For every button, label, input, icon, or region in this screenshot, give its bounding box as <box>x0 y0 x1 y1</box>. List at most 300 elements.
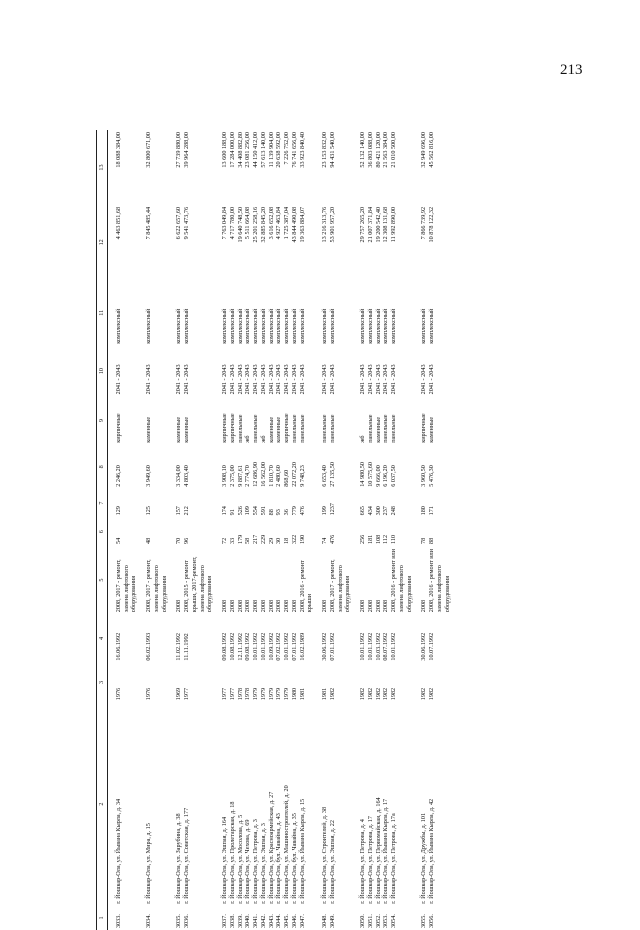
table-cell: 2008 <box>236 599 244 613</box>
table-cell: 21 010 500,00 <box>390 132 397 168</box>
table-cell: каменные <box>175 416 183 443</box>
table-cell: 1982 <box>390 687 397 701</box>
table-cell: 199 <box>321 506 328 516</box>
table-cell: комплексный <box>252 308 259 344</box>
table-cell: 2008 <box>252 599 259 613</box>
table-cell: 10.01.1992 <box>390 632 397 661</box>
spacer-cell <box>214 130 221 930</box>
column-header: 2 <box>97 702 108 906</box>
table-cell: г. Йошкар-Ола, ул. Петрова, д. 3 <box>252 819 259 904</box>
table-cell: 7 226 752,00 <box>283 132 290 165</box>
table-cell: 14 980,50 <box>359 462 366 487</box>
table-cell: 2041 - 2043 <box>420 364 428 395</box>
table-cell: 2041 - 2043 <box>359 364 366 395</box>
table-cell: 3050. <box>359 914 366 928</box>
table-cell: 12 686,90 <box>252 462 259 487</box>
table-cell: 109 <box>244 506 252 516</box>
spacer-cell <box>352 130 359 930</box>
table-cell: комплексный <box>420 308 428 344</box>
table-cell: 96 <box>183 537 190 544</box>
table-cell: панельные <box>382 414 390 443</box>
table-cell: 1977 <box>221 687 228 701</box>
table-cell: 11.02.1992 <box>175 633 183 661</box>
table-cell: 2008 <box>321 599 328 613</box>
table-cell: 1 725 387,04 <box>283 206 290 240</box>
table-cell: 11 139 904,00 <box>267 132 275 168</box>
table-cell: 2008 <box>244 599 252 613</box>
table-cell: комплексный <box>366 308 374 344</box>
table-cell: 3043. <box>267 914 275 928</box>
table-cell: комплексный <box>390 308 397 344</box>
table-row <box>260 130 268 930</box>
register-table-rotated <box>96 90 576 930</box>
table-cell: кирпичные <box>221 413 228 443</box>
table-cell: 2008 <box>366 599 374 613</box>
table-cell: г. Йошкар-Ола, ул. Зарубина, д. 38 <box>175 813 183 904</box>
table-cell: 2041 - 2043 <box>428 364 435 395</box>
table-cell: 07.01.1992 <box>290 632 298 661</box>
table-cell: 1979 <box>283 687 290 701</box>
spacer-cell <box>138 130 145 930</box>
table-cell: 10 878 122,32 <box>428 206 435 243</box>
table-cell: 23 153 832,00 <box>321 132 328 168</box>
table-cell: комплексный <box>259 308 267 344</box>
table-cell: 29 757 265,20 <box>359 206 366 243</box>
table-cell: 2008, 2015 - ремонт крыши, 2017-ремонт, замена лифтового оборудования <box>183 556 214 613</box>
table-cell: 2041 - 2043 <box>321 364 328 395</box>
table-cell: 3053. <box>382 914 390 928</box>
table-cell: 3051. <box>366 914 374 928</box>
table-cell: 32 949 696,00 <box>420 132 428 168</box>
table-cell: 10.08.1992 <box>228 632 236 661</box>
table-cell: 179 <box>236 534 244 544</box>
table-cell: комплексный <box>298 308 306 344</box>
table-cell: 20 638 592,00 <box>275 132 283 168</box>
table-cell: 3048. <box>321 914 328 928</box>
table-cell: 10.01.1992 <box>252 632 259 661</box>
table-cell: 32 885 845,20 <box>259 206 267 243</box>
table-cell: 2008, 2017 - ремонт, замена лифтового оборудования <box>145 559 168 613</box>
table-cell: 9 666,00 <box>374 465 382 487</box>
table-cell: 2008 <box>228 599 236 613</box>
table-cell: 10.01.1992 <box>283 632 290 661</box>
table-cell: панельные <box>290 414 298 443</box>
table-cell: 3047. <box>298 914 306 928</box>
table-cell: 2041 - 2043 <box>283 364 290 395</box>
table-cell: 2041 - 2043 <box>275 364 283 395</box>
table-cell: 80 421 120,00 <box>374 132 382 168</box>
table-cell: 29 <box>267 537 275 544</box>
table-cell: 171 <box>428 506 435 516</box>
table-cell: 1979 <box>267 687 275 701</box>
table-cell: 30 <box>275 537 283 544</box>
table-row <box>115 130 138 930</box>
group-spacer <box>168 130 175 930</box>
table-cell: 190 <box>298 534 306 544</box>
table-cell: 2008, 2017 - ремонт, замена лифтового оборудования <box>114 559 138 613</box>
table-header-row <box>97 130 108 930</box>
table-cell: 1982 <box>382 687 390 701</box>
table-cell: каменные <box>275 416 283 443</box>
table-cell: 6 196,20 <box>382 465 390 487</box>
table-cell: 9 887,61 <box>236 465 244 487</box>
table-cell: 12 308 131,68 <box>382 206 390 243</box>
table-cell: комплексный <box>290 308 298 344</box>
table-cell: каменные <box>145 416 152 443</box>
table-cell: комплексный <box>145 308 152 344</box>
table-cell: 476 <box>298 506 306 516</box>
table-row <box>183 130 214 930</box>
table-cell: 3033. <box>114 914 122 928</box>
table-cell: 1982 <box>374 687 382 701</box>
table-cell: 2 375,00 <box>228 465 236 487</box>
table-cell: г. Йошкар-Ола, ул. Йывана Кырла, д. 15 <box>298 798 306 904</box>
table-cell: 2041 - 2043 <box>366 364 374 395</box>
table-cell: комплексный <box>374 308 382 344</box>
table-cell: 3046. <box>290 914 298 928</box>
table-cell: 2041 - 2043 <box>382 364 390 395</box>
table-cell: 33 923 840,40 <box>298 132 306 168</box>
table-cell: 2008, 2016 - ремонт или замена лифтового оборудования <box>390 549 413 613</box>
table-cell: 1978 <box>244 687 252 701</box>
group-spacer <box>413 130 420 930</box>
table-cell: 78 <box>420 537 428 544</box>
column-header: 11 <box>97 280 108 346</box>
table-cell: комплексный <box>359 308 366 344</box>
table-cell: панельные <box>390 414 397 443</box>
table-cell: 88 <box>267 509 275 516</box>
table-cell: 9 748,23 <box>298 465 306 487</box>
table-cell: 19 640 748,50 <box>236 206 244 243</box>
table-cell: 2041 - 2043 <box>374 364 382 395</box>
table-cell: 44 150 412,00 <box>252 132 259 168</box>
table-cell: 180 <box>420 506 428 516</box>
table-cell: 33 <box>228 537 236 544</box>
table-cell: 2 246,20 <box>114 465 122 487</box>
table-cell: 09.08.1992 <box>244 632 252 661</box>
table-cell: 2008, 2016 - ремонт крыши <box>298 560 314 613</box>
table-cell: г. Йошкар-Ола, ул. Пролетарская, д. 18 <box>228 801 236 904</box>
table-cell: 17 284 000,00 <box>228 132 236 168</box>
column-header: 8 <box>97 445 108 489</box>
table-cell: 09.08.1992 <box>221 632 228 661</box>
table-cell: 1980 <box>290 687 298 701</box>
table-cell: 2008 <box>259 599 267 613</box>
table-cell: 2008 <box>290 599 298 613</box>
table-row <box>299 130 315 930</box>
table-cell: 2008 <box>221 599 228 613</box>
table-cell: кирпичные <box>420 413 428 443</box>
table-cell: комплексный <box>275 308 283 344</box>
table-cell: 76 741 656,00 <box>290 132 298 168</box>
table-cell: комплексный <box>267 308 275 344</box>
table-cell: кирпичные <box>283 413 290 443</box>
table-cell: 3037. <box>221 914 228 928</box>
table-cell: г. Йошкар-Ола, ул. Дружбы, д. 101 <box>420 812 428 904</box>
table-cell: 174 <box>221 506 228 516</box>
table-cell: 868,60 <box>283 469 290 487</box>
table-cell: 3034. <box>145 914 152 928</box>
table-cell: 21 563 384,00 <box>382 132 390 168</box>
spacer-cell <box>107 130 115 930</box>
table-cell: 1982 <box>428 687 435 701</box>
table-cell: 18 <box>283 537 290 544</box>
table-cell: 476 <box>328 534 336 544</box>
table-cell: 3 908,10 <box>221 465 228 487</box>
page-number: 213 <box>560 62 583 78</box>
table-cell: г. Йошкар-Ола, ул. Первомайская, д. 164 <box>374 797 382 904</box>
table-cell: 434 <box>366 506 374 516</box>
table-cell: 2008 <box>374 599 382 613</box>
table-row <box>221 130 229 930</box>
table-row <box>367 130 375 930</box>
table-cell: 11.11.1992 <box>183 633 190 661</box>
table-cell: 129 <box>114 506 122 516</box>
table-cell: 07.01.1992 <box>328 632 336 661</box>
table-cell: 1981 <box>298 687 306 701</box>
table-row <box>382 130 390 930</box>
table-cell: 27 135,50 <box>328 462 336 487</box>
column-header: 3 <box>97 663 108 703</box>
table-cell: 18 088 384,00 <box>114 132 122 168</box>
table-cell: комплексный <box>221 308 228 344</box>
table-cell: 1976 <box>114 687 122 701</box>
table-cell: 2008 <box>283 599 290 613</box>
table-cell: 34 408 882,80 <box>236 132 244 168</box>
table-cell: г. Йошкар-Ола, ул. Эшпая, д. 164 <box>221 816 228 904</box>
table-cell: панельные <box>252 414 259 443</box>
table-cell: 1977 <box>183 687 190 701</box>
table-row <box>268 130 276 930</box>
table-cell: 3052. <box>374 914 382 928</box>
table-cell: г. Йошкар-Ола, ул. Мосолова, д. 5 <box>236 814 244 904</box>
spacer-cell <box>413 130 420 930</box>
table-cell: 2041 - 2043 <box>259 364 267 395</box>
table-cell: 125 <box>145 506 152 516</box>
table-cell: 1982 <box>420 687 428 701</box>
table-cell: 1982 <box>359 687 366 701</box>
group-spacer <box>107 130 115 930</box>
table-cell: г. Йошкар-Ола, ул. Петрова, д. 17 <box>366 816 374 904</box>
table-row <box>237 130 245 930</box>
table-cell: 30.06.1992 <box>420 632 428 661</box>
table-cell: панельные <box>366 414 374 443</box>
table-cell: 2008, 2017 - ремонт, замена лифтового оборудования <box>328 559 352 613</box>
table-cell: 2041 - 2043 <box>114 364 122 395</box>
table-cell: 2041 - 2043 <box>328 364 336 395</box>
table-cell: 10 575,60 <box>366 462 374 487</box>
table-row <box>291 130 299 930</box>
table-cell: 1982 <box>328 687 336 701</box>
table-cell: 7 866 739,92 <box>420 206 428 240</box>
table-cell: 72 <box>221 537 228 544</box>
table-cell: 2041 - 2043 <box>183 364 190 395</box>
table-cell: 36 803 088,00 <box>366 132 374 168</box>
table-cell: 32 800 671,00 <box>145 132 152 168</box>
table-cell: панельные <box>328 414 336 443</box>
table-cell: 54 <box>114 537 122 544</box>
table-cell: 36 <box>283 509 290 516</box>
table-row <box>420 130 428 930</box>
table-cell: 23 081 256,00 <box>244 132 252 168</box>
table-cell: 1978 <box>236 687 244 701</box>
table-cell: комплексный <box>382 308 390 344</box>
table-cell: 3 949,60 <box>145 465 152 487</box>
table-cell: комплексный <box>283 308 290 344</box>
table-row <box>252 130 260 930</box>
table-cell: 2041 - 2043 <box>228 364 236 395</box>
table-cell: 2008 <box>267 599 275 613</box>
table-cell: 3042. <box>259 914 267 928</box>
table-cell: г. Йошкар-Ола, ул. Красноармейская, д. 27 <box>267 791 275 904</box>
table-cell: 2041 - 2043 <box>290 364 298 395</box>
table-cell: 13 600 188,00 <box>221 132 228 168</box>
table-cell: 3041. <box>252 914 259 928</box>
table-cell: 665 <box>359 506 366 516</box>
table-cell: 2041 - 2043 <box>252 364 259 395</box>
table-cell: 3 960,50 <box>420 465 428 487</box>
table-cell: 7 845 485,44 <box>145 206 152 240</box>
table-cell: 10.07.1992 <box>428 632 435 661</box>
table-cell: 10.01.1992 <box>366 632 374 661</box>
table-cell: 6 622 657,60 <box>175 206 183 240</box>
table-cell: 1979 <box>259 687 267 701</box>
table-cell: г. Йошкар-Ола, бул. Чавайна, д. 43 <box>275 813 283 904</box>
table-row <box>359 130 367 930</box>
table-cell: 3035. <box>175 914 183 928</box>
table-cell: панельные <box>298 414 306 443</box>
table-cell: 2 480,60 <box>275 465 283 487</box>
table-cell: 4 803,40 <box>183 465 190 487</box>
table-cell: 88 <box>428 537 435 544</box>
table-cell: жб <box>259 435 267 443</box>
table-cell: 12.11.1992 <box>236 633 244 661</box>
table-cell: г. Йошкар-Ола, ул. Петрова, д. 4 <box>359 819 366 904</box>
table-cell: 3040. <box>244 914 252 928</box>
table-cell: кирпичные <box>114 413 122 443</box>
table-cell: панельные <box>321 414 328 443</box>
table-cell: комплексный <box>183 308 190 344</box>
table-cell: 1979 <box>252 687 259 701</box>
table-cell: 27 739 880,00 <box>175 132 183 168</box>
table-cell: 2041 - 2043 <box>145 364 152 395</box>
table-cell: 2041 - 2043 <box>390 364 397 395</box>
table-cell: 181 <box>366 534 374 544</box>
column-header: 12 <box>97 205 108 280</box>
table-cell: комплексный <box>244 308 252 344</box>
table-cell: 13 216 313,76 <box>321 206 328 243</box>
table-body <box>107 130 451 930</box>
table-cell: 2008, 2016 - ремонт или замена лифтового оборудования <box>428 549 451 613</box>
table-cell: 217 <box>252 534 259 544</box>
table-cell: г. Йошкар-Ола, ул. Мира, д. 15 <box>145 823 152 904</box>
table-cell: 3038. <box>228 914 236 928</box>
table-cell: 2008 <box>420 599 428 613</box>
table-cell: г. Йошкар-Ола, ул. Йывана Кырла, д. 34 <box>114 798 122 904</box>
table-cell: 779 <box>290 506 298 516</box>
table-cell: 4 927 463,84 <box>275 206 283 240</box>
table-cell: 1969 <box>175 687 183 701</box>
table-cell: 3055. <box>420 914 428 928</box>
table-cell: 10.01.1992 <box>259 632 267 661</box>
table-cell: комплексный <box>321 308 328 344</box>
table-row <box>283 130 291 930</box>
table-row <box>145 130 168 930</box>
table-cell: каменные <box>183 416 190 443</box>
table-cell: 53 901 957,20 <box>328 206 336 243</box>
table-cell: 2008 <box>175 599 183 613</box>
table-cell: 3054. <box>390 914 397 928</box>
table-cell: 6 653,40 <box>321 465 328 487</box>
table-cell: 526 <box>236 506 244 516</box>
table-cell: 1982 <box>366 687 374 701</box>
spacer-cell <box>168 130 175 930</box>
table-cell: 91 <box>228 509 236 516</box>
table-cell: 43 844 490,08 <box>290 206 298 243</box>
table-cell: 3 616 652,08 <box>267 206 275 240</box>
table-cell: 322 <box>290 534 298 544</box>
table-cell: 2 774,70 <box>244 465 252 487</box>
table-cell: 212 <box>183 506 190 516</box>
table-cell: 45 562 816,00 <box>428 132 435 168</box>
table-cell: 591 <box>259 506 267 516</box>
table-cell: 300 <box>374 506 382 516</box>
table-cell: 110 <box>390 534 397 544</box>
table-row <box>275 130 283 930</box>
table-row <box>390 130 413 930</box>
table-cell: 1 810,70 <box>267 465 275 487</box>
table-cell: 11 992 890,00 <box>390 206 397 243</box>
table-cell: 3 334,00 <box>175 465 183 487</box>
table-cell: комплексный <box>175 308 183 344</box>
table-cell: 74 <box>321 537 328 544</box>
table-cell: 57 613 140,00 <box>259 132 267 168</box>
table-cell: 08.07.1992 <box>382 632 390 661</box>
group-spacer <box>314 130 321 930</box>
table-cell: 2041 - 2043 <box>298 364 306 395</box>
table-cell: 3044. <box>275 914 283 928</box>
table-cell: каменные <box>374 416 382 443</box>
spacer-cell <box>314 130 321 930</box>
table-row <box>244 130 252 930</box>
column-header: 10 <box>97 346 108 397</box>
column-header: 4 <box>97 614 108 662</box>
table-cell: 21 007 371,84 <box>366 206 374 243</box>
table-cell: 10.09.1992 <box>267 632 275 661</box>
table-cell: 5 476,30 <box>428 465 435 487</box>
table-row <box>329 130 352 930</box>
table-row <box>175 130 183 930</box>
table-cell: 248 <box>390 506 397 516</box>
table-cell: жб <box>244 435 252 443</box>
table-cell: комплексный <box>328 308 336 344</box>
table-cell: 237 <box>382 506 390 516</box>
table-cell: 3045. <box>283 914 290 928</box>
table-cell: 4 463 851,68 <box>114 206 122 240</box>
table-cell: 2041 - 2043 <box>244 364 252 395</box>
table-cell: 112 <box>382 534 390 544</box>
table-cell: комплексный <box>114 308 122 344</box>
table-row <box>428 130 451 930</box>
table-cell: 3036. <box>183 914 190 928</box>
table-cell: 5 511 664,08 <box>244 206 252 240</box>
table-cell: 2041 - 2043 <box>221 364 228 395</box>
table-cell: г. Йошкар-Ола, ул. Эшпая, д. 3 <box>259 823 267 904</box>
table-cell: 157 <box>175 506 183 516</box>
table-cell: жб <box>359 435 366 443</box>
table-cell: 6 037,50 <box>390 465 397 487</box>
table-cell: г. Йошкар-Ола, бул. Чавайна, д. 35 <box>290 813 298 904</box>
